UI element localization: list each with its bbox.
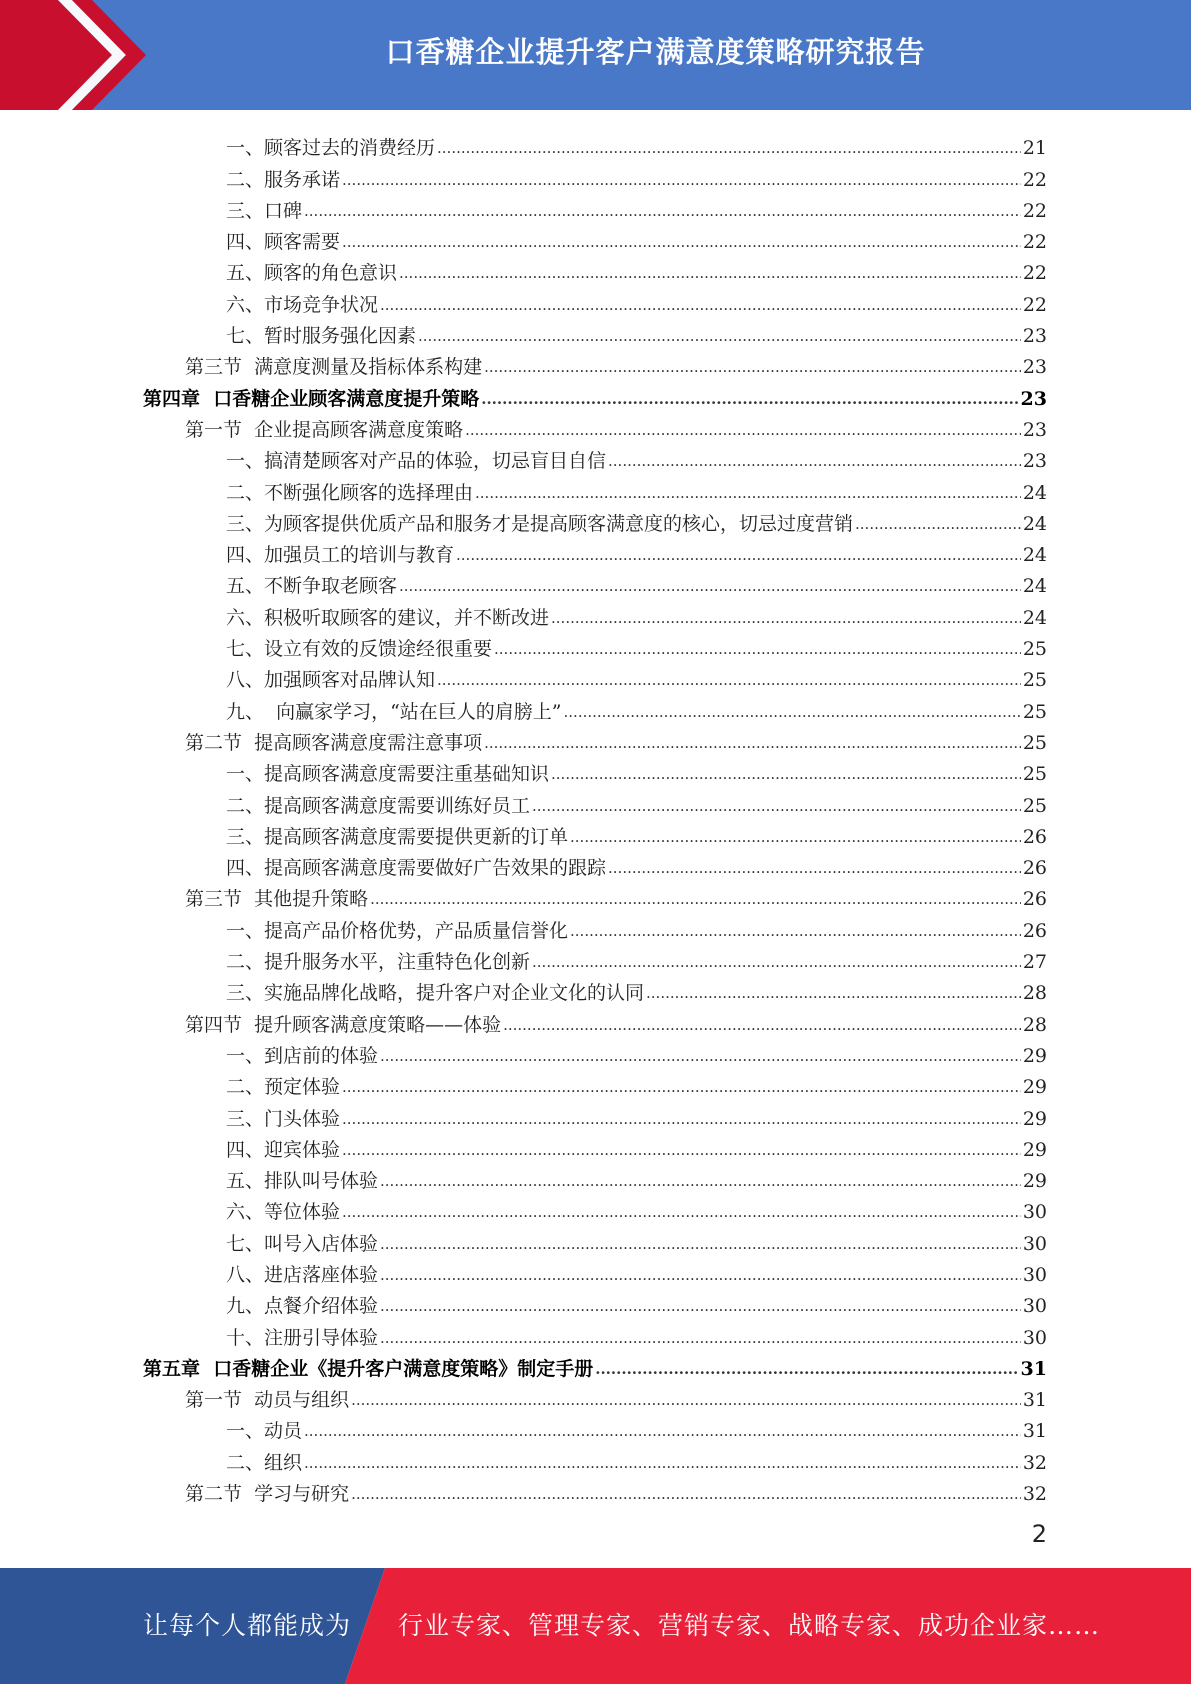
toc-entry-title: 六、积极听取顾客的建议，并不断改进	[226, 606, 550, 629]
toc-entry[interactable]	[0, 222, 1191, 253]
toc-entry-page: 30	[1022, 1232, 1047, 1255]
toc-dot-leader	[380, 1045, 1021, 1067]
toc-entry[interactable]	[0, 1380, 1191, 1411]
toc-entry-page: 25	[1022, 731, 1047, 754]
toc-entry-title: 七、叫号入店体验	[226, 1232, 379, 1255]
toc-entry-page: 22	[1022, 293, 1047, 316]
toc-dot-leader	[380, 1233, 1021, 1255]
toc-dot-leader	[465, 419, 1021, 441]
toc-entry[interactable]	[0, 1317, 1191, 1348]
toc-dot-leader	[370, 888, 1021, 910]
toc-entry-title: 七、设立有效的反馈途经很重要	[226, 638, 493, 661]
toc-entry-title: 三、实施品牌化战略，提升客户对企业文化的认同	[226, 982, 645, 1005]
toc-entry[interactable]	[0, 1349, 1191, 1380]
toc-entry-title: 二、不断强化顾客的选择理由	[226, 481, 474, 504]
toc-entry-title: 第四章 口香糖企业顾客满意度提升策略	[143, 387, 480, 410]
toc-entry[interactable]	[0, 942, 1191, 973]
toc-entry-title: 第一节 企业提高顾客满意度策略	[185, 418, 464, 441]
toc-entry-title: 一、提高顾客满意度需要注重基础知识	[226, 763, 550, 786]
toc-dot-leader	[532, 795, 1021, 817]
toc-entry-page: 26	[1022, 888, 1047, 911]
toc-entry-page: 29	[1022, 1170, 1047, 1193]
toc-entry-page: 25	[1022, 669, 1047, 692]
toc-entry-page: 25	[1022, 763, 1047, 786]
toc-entry-title: 九、 向赢家学习，“站在巨人的肩膀上”	[226, 700, 562, 723]
toc-entry-page: 30	[1022, 1295, 1047, 1318]
toc-dot-leader	[595, 1358, 1018, 1380]
toc-entry-page: 30	[1022, 1263, 1047, 1286]
toc-entry-title: 三、为顾客提供优质产品和服务才是提高顾客满意度的核心，切忌过度营销	[226, 512, 854, 535]
toc-dot-leader	[646, 982, 1021, 1004]
toc-entry[interactable]	[0, 879, 1191, 910]
toc-dot-leader	[351, 1483, 1021, 1505]
toc-dot-leader	[608, 450, 1021, 472]
toc-entry-page: 32	[1022, 1483, 1047, 1506]
toc-entry-page: 24	[1022, 481, 1047, 504]
footer-slogan-left: 让每个人都能成为	[143, 1611, 352, 1640]
page-header	[0, 0, 1191, 110]
page-number: 2	[1031, 1520, 1047, 1548]
toc-dot-leader	[380, 1170, 1021, 1192]
toc-entry-title: 一、提高产品价格优势，产品质量信誉化	[226, 919, 569, 942]
toc-entry-page: 23	[1020, 387, 1047, 410]
toc-entry-page: 25	[1022, 700, 1047, 723]
toc-entry[interactable]	[0, 597, 1191, 628]
toc-entry-page: 29	[1022, 1044, 1047, 1067]
toc-entry[interactable]	[0, 1004, 1191, 1035]
toc-entry-page: 24	[1022, 544, 1047, 567]
toc-entry-title: 七、暂时服务强化因素	[226, 325, 417, 348]
toc-dot-leader	[342, 169, 1021, 191]
toc-entry[interactable]	[0, 1192, 1191, 1223]
toc-entry-title: 四、加强员工的培训与教育	[226, 544, 455, 567]
toc-entry[interactable]	[0, 1067, 1191, 1098]
toc-entry-page: 24	[1022, 512, 1047, 535]
toc-entry-title: 第五章 口香糖企业《提升客户满意度策略》制定手册	[143, 1357, 594, 1380]
toc-entry-page: 27	[1022, 951, 1047, 974]
toc-entry-page: 29	[1022, 1076, 1047, 1099]
toc-entry[interactable]	[0, 660, 1191, 691]
toc-entry[interactable]	[0, 1161, 1191, 1192]
toc-entry[interactable]	[0, 1474, 1191, 1505]
toc-entry-page: 25	[1022, 638, 1047, 661]
toc-entry[interactable]	[0, 253, 1191, 284]
toc-entry-title: 第二节 学习与研究	[185, 1483, 350, 1506]
toc-entry[interactable]	[0, 973, 1191, 1004]
toc-dot-leader	[351, 1389, 1021, 1411]
toc-entry-title: 一、到店前的体验	[226, 1044, 379, 1067]
toc-entry[interactable]	[0, 472, 1191, 503]
toc-dot-leader	[342, 1201, 1021, 1223]
toc-entry[interactable]	[0, 347, 1191, 378]
toc-dot-leader	[304, 200, 1021, 222]
toc-entry-page: 22	[1022, 199, 1047, 222]
toc-dot-leader	[570, 920, 1021, 942]
toc-entry-title: 二、服务承诺	[226, 168, 341, 191]
toc-entry[interactable]	[0, 691, 1191, 722]
toc-dot-leader	[342, 1076, 1021, 1098]
toc-entry-title: 二、提高顾客满意度需要训练好员工	[226, 794, 531, 817]
toc-dot-leader	[570, 826, 1021, 848]
toc-dot-leader	[503, 1014, 1021, 1036]
toc-entry-title: 第三节 满意度测量及指标体系构建	[185, 356, 483, 379]
toc-entry[interactable]	[0, 316, 1191, 347]
toc-entry[interactable]	[0, 785, 1191, 816]
toc-entry-title: 第一节 动员与组织	[185, 1389, 350, 1412]
toc-dot-leader	[342, 231, 1021, 253]
toc-dot-leader	[551, 607, 1021, 629]
toc-dot-leader	[456, 544, 1021, 566]
toc-entry-title: 二、提升服务水平，注重特色化创新	[226, 951, 531, 974]
toc-dot-leader	[304, 1420, 1021, 1442]
toc-entry-page: 30	[1022, 1201, 1047, 1224]
toc-entry-page: 23	[1022, 418, 1047, 441]
toc-entry[interactable]	[0, 191, 1191, 222]
toc-entry-title: 四、提高顾客满意度需要做好广告效果的跟踪	[226, 857, 607, 880]
toc-dot-leader	[342, 1139, 1021, 1161]
toc-entry-page: 23	[1022, 450, 1047, 473]
toc-entry-page: 32	[1022, 1451, 1047, 1474]
toc-entry-title: 四、顾客需要	[226, 231, 341, 254]
toc-entry-page: 31	[1020, 1357, 1047, 1380]
toc-entry[interactable]	[0, 1255, 1191, 1286]
toc-entry-page: 29	[1022, 1138, 1047, 1161]
toc-entry-title: 第四节 提升顾客满意度策略——体验	[185, 1013, 502, 1036]
toc-entry[interactable]	[0, 754, 1191, 785]
toc-dot-leader	[342, 1108, 1021, 1130]
toc-entry-title: 三、口碑	[226, 199, 303, 222]
toc-entry-title: 一、顾客过去的消费经历	[226, 137, 436, 160]
toc-dot-leader	[855, 513, 1021, 535]
toc-entry-page: 22	[1022, 231, 1047, 254]
toc-dot-leader	[532, 951, 1021, 973]
toc-entry[interactable]	[0, 378, 1191, 409]
toc-entry-page: 26	[1022, 825, 1047, 848]
toc-entry-title: 八、进店落座体验	[226, 1263, 379, 1286]
toc-entry[interactable]	[0, 910, 1191, 941]
toc-dot-leader	[399, 575, 1021, 597]
toc-entry-title: 一、动员	[226, 1420, 303, 1443]
toc-entry[interactable]	[0, 1286, 1191, 1317]
toc-entry[interactable]	[0, 441, 1191, 472]
toc-entry[interactable]	[0, 1223, 1191, 1254]
toc-entry-title: 四、迎宾体验	[226, 1138, 341, 1161]
toc-dot-leader	[418, 325, 1021, 347]
toc-entry-page: 25	[1022, 794, 1047, 817]
toc-entry[interactable]	[0, 1036, 1191, 1067]
toc-entry-page: 23	[1022, 356, 1047, 379]
toc-dot-leader	[484, 732, 1021, 754]
table-of-contents	[0, 128, 1191, 1505]
toc-entry-title: 六、等位体验	[226, 1201, 341, 1224]
page-footer	[0, 1568, 1191, 1684]
toc-entry[interactable]	[0, 284, 1191, 315]
toc-entry-title: 三、提高顾客满意度需要提供更新的订单	[226, 825, 569, 848]
toc-entry-page: 31	[1022, 1420, 1047, 1443]
toc-entry-page: 24	[1022, 606, 1047, 629]
toc-entry-title: 六、市场竞争状况	[226, 293, 379, 316]
toc-entry-page: 28	[1022, 1013, 1047, 1036]
toc-dot-leader	[484, 356, 1021, 378]
toc-entry[interactable]	[0, 1098, 1191, 1129]
toc-entry-page: 23	[1022, 325, 1047, 348]
footer-slogan-right: 行业专家、管理专家、营销专家、战略专家、成功企业家……	[398, 1611, 1101, 1640]
toc-dot-leader	[494, 638, 1021, 660]
toc-entry-page: 21	[1022, 137, 1047, 160]
toc-entry[interactable]	[0, 1411, 1191, 1442]
toc-entry[interactable]	[0, 1130, 1191, 1161]
toc-dot-leader	[481, 388, 1018, 410]
toc-dot-leader	[475, 482, 1021, 504]
toc-dot-leader	[380, 294, 1021, 316]
toc-entry-title: 第二节 提高顾客满意度需注意事项	[185, 731, 483, 754]
toc-entry-title: 三、门头体验	[226, 1107, 341, 1130]
toc-entry[interactable]	[0, 1442, 1191, 1473]
toc-entry-page: 22	[1022, 168, 1047, 191]
toc-entry-page: 22	[1022, 262, 1047, 285]
toc-entry-title: 九、点餐介绍体验	[226, 1295, 379, 1318]
toc-entry-page: 26	[1022, 919, 1047, 942]
toc-dot-leader	[304, 1452, 1021, 1474]
toc-entry-title: 第三节 其他提升策略	[185, 888, 369, 911]
toc-entry[interactable]	[0, 566, 1191, 597]
toc-dot-leader	[380, 1327, 1021, 1349]
toc-entry-page: 28	[1022, 982, 1047, 1005]
toc-dot-leader	[551, 763, 1021, 785]
toc-entry-title: 五、排队叫号体验	[226, 1170, 379, 1193]
toc-entry[interactable]	[0, 848, 1191, 879]
toc-entry[interactable]	[0, 410, 1191, 441]
toc-entry[interactable]	[0, 535, 1191, 566]
toc-entry[interactable]	[0, 159, 1191, 190]
toc-entry-page: 24	[1022, 575, 1047, 598]
toc-dot-leader	[608, 857, 1021, 879]
report-title: 口香糖企业提升客户满意度策略研究报告	[385, 35, 926, 69]
toc-entry-title: 十、注册引导体验	[226, 1326, 379, 1349]
toc-entry-title: 二、组织	[226, 1451, 303, 1474]
toc-dot-leader	[380, 1264, 1021, 1286]
toc-entry[interactable]	[0, 723, 1191, 754]
toc-entry[interactable]	[0, 128, 1191, 159]
toc-entry-title: 八、加强顾客对品牌认知	[226, 669, 436, 692]
toc-entry[interactable]	[0, 629, 1191, 660]
toc-dot-leader	[380, 1295, 1021, 1317]
toc-entry-title: 一、搞清楚顾客对产品的体验，切忌盲目自信	[226, 450, 607, 473]
toc-entry-page: 26	[1022, 857, 1047, 880]
toc-entry[interactable]	[0, 817, 1191, 848]
toc-entry-title: 五、不断争取老顾客	[226, 575, 398, 598]
toc-entry-page: 30	[1022, 1326, 1047, 1349]
toc-entry[interactable]	[0, 504, 1191, 535]
toc-dot-leader	[564, 701, 1021, 723]
toc-dot-leader	[437, 137, 1021, 159]
toc-entry-title: 二、预定体验	[226, 1076, 341, 1099]
toc-entry-page: 31	[1022, 1389, 1047, 1412]
toc-dot-leader	[437, 669, 1021, 691]
toc-entry-page: 29	[1022, 1107, 1047, 1130]
toc-entry-title: 五、顾客的角色意识	[226, 262, 398, 285]
toc-dot-leader	[399, 262, 1021, 284]
